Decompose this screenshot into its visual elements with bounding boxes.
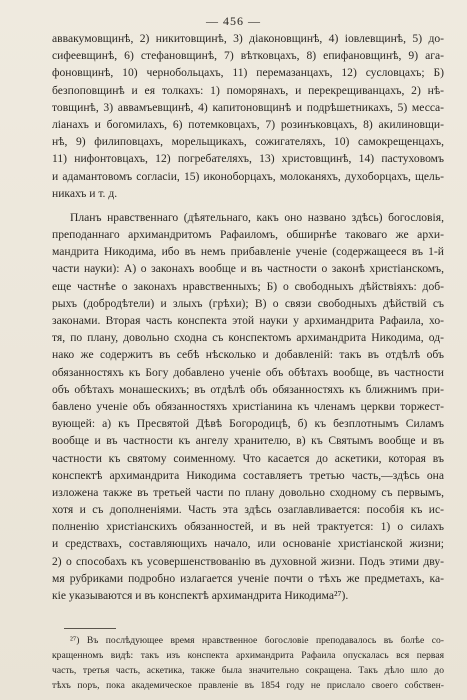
text-line: товщинѣ, 3) аввамъевщинѣ, 4) капитоновщинѣ и подрѣшетникахъ, 5) мессa- [52, 100, 444, 114]
text-line: бавлено ученіе объ обязанностяхъ христіанина къ членамъ церкви торжест- [52, 399, 444, 413]
text-line: рыхъ (добродѣтели) и злыхъ (грѣхи); В) о связи свободныхъ дѣйствій съ [52, 296, 444, 310]
text-line: части науки): А) о законахъ вообще и въ частности о законѣ христіанскомъ, [52, 262, 444, 276]
text-line: 11) нифонтовцахъ, 12) погребателяхъ, 13) христовщинѣ, 14) пастуховомъ [52, 152, 444, 166]
text-line: полненію христіанскихъ обязанностей, и въ ней трактуется: 1) о силахъ [52, 520, 444, 534]
text-line: обязанностяхъ къ Богу добавлено ученіе объ обѣтахъ вообще, въ частности [52, 365, 444, 379]
text-line: кіе указываются и въ конспектѣ архимандрита Никодима²⁷). [52, 589, 349, 602]
text-line: вообще и въ частности къ ангелу хранителю, в) къ Святымъ вообще и въ [52, 434, 444, 448]
text-line: законами. Вторая часть конспекта этой науки у архимандрита Рафаила, хо- [52, 314, 444, 327]
text-line: ліанахъ и богомилахъ, 6) потемковцахъ, 7) розинъковцахъ, 8) акилиновщи- [52, 117, 444, 131]
text-line: сифеевщинѣ, 6) стефановщинѣ, 7) вѣтковцахъ, 8) епифановщинѣ, 9) ага- [52, 49, 444, 63]
text-line: мандрита Никодима, ибо въ немъ прибавленіе ученіе (содержащееся въ 1-й [52, 245, 444, 259]
text-line: еще частнѣе о законахъ нравственныхъ; Б) о свободныхъ дѣйствіяхъ: доб- [52, 279, 444, 293]
footnote-line: часть, третья часть, аскетика, также была значительно сокращена. Такъ дѣло шло до [52, 665, 444, 676]
footnote-line: кращенномъ видѣ: такъ изъ конспекта архимандрита Рафаила опускалась вся первая [52, 650, 444, 661]
text-line: 2) о способахъ къ усовершенствованію въ духовной жизни. Подъ этими дву- [52, 554, 444, 568]
text-line: аввакумовщинѣ, 2) никитовщинѣ, 3) діаконовщинѣ, 4) іовлевщинѣ, 5) до- [52, 32, 444, 45]
paragraph-moral-theology [52, 209, 444, 604]
text-line: объ обѣтахъ монашескихъ; въ отдѣлѣ объ обязанностяхъ къ ближнимъ при- [52, 382, 444, 396]
footnote-divider [64, 628, 116, 629]
footnote-line: тѣхъ поръ, пока академическое правленіе въ 1854 году не прислало своего собствен- [52, 680, 444, 691]
footnote [52, 633, 444, 693]
text-line: мя рубриками подробно излагается ученіе почти о тѣхъ же предметахъ, ка- [52, 571, 444, 585]
text-line: нѣ, 9) филиповцахъ, морельщикахъ, сожигателяхъ, 10) самокрещенцахъ, [52, 135, 444, 149]
text-line: изложена также въ третьей части по плану довольно сходному съ первымъ, [52, 485, 444, 499]
text-line: хотя и съ дополненіями. Часть эта здѣсь озаглавливается: пособія къ ис- [52, 503, 444, 517]
paragraph-list-of-sects [52, 30, 444, 202]
text-line: конспектѣ архимандрита Никодима составляетъ третью часть,—здѣсь она [52, 468, 444, 482]
text-line: и адамантовомъ согласіи, 15) иконоборцахъ, молоканяхъ, духоборцахъ, щель- [52, 169, 444, 183]
footnote-line: ²⁷) Въ послѣдующее время нравственное богословіе преподавалось въ болѣе со- [70, 635, 444, 646]
text-line: тя, по плану, довольно сходна съ конспектомъ архимандрита Никодима, од- [52, 331, 444, 345]
text-line: нако же содержитъ въ себѣ нѣсколько и добавленій: такъ въ отдѣлѣ объ [52, 348, 444, 362]
text-line: преподаннаго архимандритомъ Рафаиломъ, обширнѣе таковаго же архи- [52, 228, 444, 242]
text-line: безпоповщинѣ и ея толкахъ: 1) поморянахъ, и перекрещиванцахъ, 2) нѣ- [52, 83, 444, 97]
text-line: и средствахъ, составляющихъ начало, или основаніе христіанской жизни; [52, 537, 444, 551]
body-text [52, 30, 444, 604]
page-number: — 456 — [206, 14, 261, 28]
text-line: частности къ святому соименному. Что касается до аскетики, которая въ [52, 451, 444, 465]
text-line: никахъ и т. д. [52, 186, 118, 200]
text-line: фоновщинѣ, 10) чернобольцахъ, 11) перемазанцахъ, 12) сусловцахъ; Б) [52, 66, 444, 80]
text-line: вующей: а) къ Пресвятой Дѣвѣ Богородицѣ, б) къ безплотнымъ Силамъ [52, 417, 444, 431]
text-line: Планъ нравственнаго (дѣятельнаго, какъ оно названо здѣсь) богословія, [70, 210, 444, 224]
